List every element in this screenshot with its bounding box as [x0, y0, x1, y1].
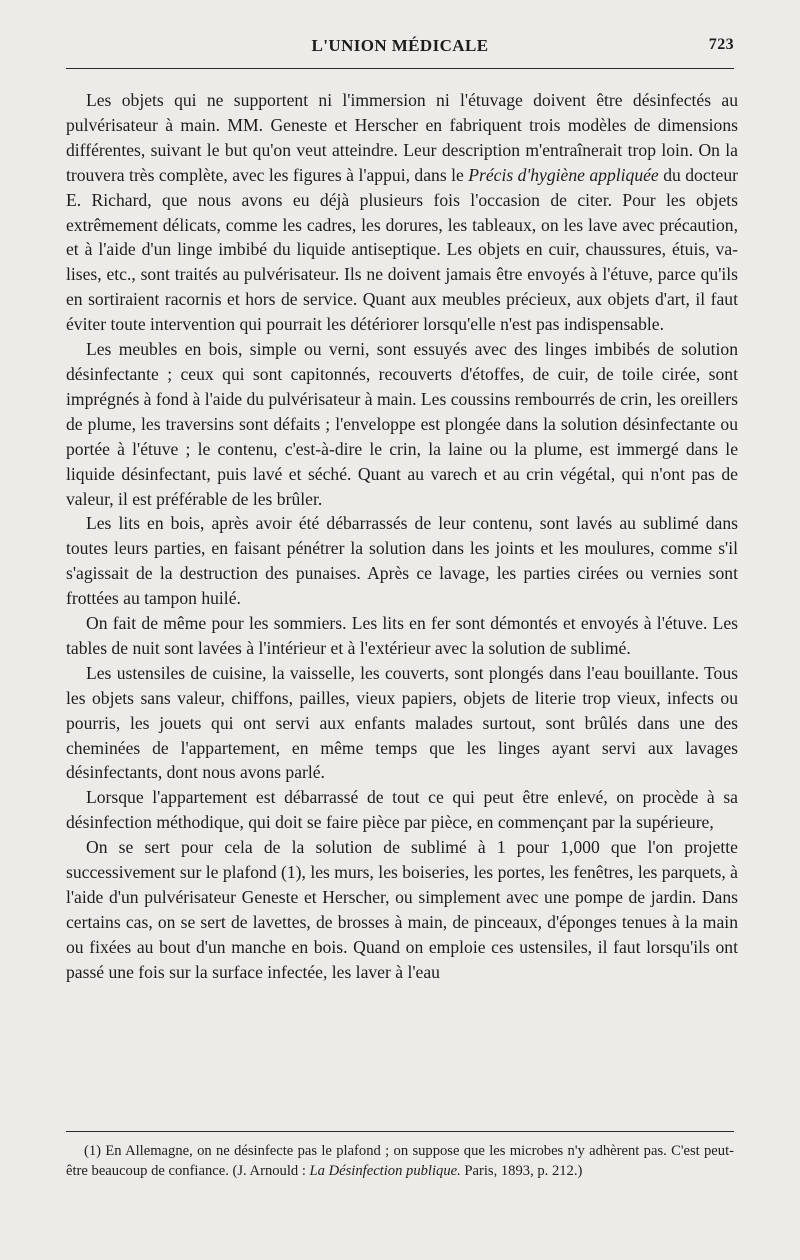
paragraph: [66, 511, 738, 611]
footnote-text: [66, 1141, 734, 1181]
paragraph: [66, 611, 738, 661]
text-run: Paris, 1893, p. 212.): [460, 1163, 583, 1179]
header-rule: [66, 68, 734, 69]
running-header: [66, 34, 734, 60]
paragraph: [66, 337, 738, 511]
footnote-rule: [66, 1131, 734, 1132]
text-run: On fait de même pour les sommiers. Les lits en fer sont démontés et envoyés à l'étuve. Les tables de nuit sont lavées à l'intérieur et à l'extérieur avec la solution de sublimé.: [66, 613, 738, 658]
text-run: On se sert pour cela de la solution de sublimé à 1 pour 1,000 que l'on projette successivement sur le plafond (1), les murs, les boiseries, les portes, les fenêtres, les parquets, à l'aide d'un pulvérisateur Geneste et Herscher, ou simplement avec une pompe de jardin. Dans certains cas, on se sert de lavettes, de brosses à main, de pinceaux, d'éponges tenues à la main ou fixées au bout d'un manche en bois. Quand on emploie ces ustensiles, il faut lorsqu'ils ont passé une fois sur la surface infectée, les laver à l'eau: [66, 837, 738, 982]
text-run: Les lits en bois, après avoir été débarrassés de leur contenu, sont lavés au sublimé dans toutes leurs parties, en faisant pénétrer la solution dans les joints et les moulures, comme s'il s'agissait de la destruction des punaises. Après ce lavage, les parties cirées ou vernies sont frottées au tampon huilé.: [66, 513, 738, 609]
footnote: [66, 1141, 734, 1181]
paragraph: [66, 785, 738, 835]
paragraph: [66, 88, 738, 337]
paragraph: [66, 661, 738, 786]
italic-text-run: Précis d'hygiène appliquée: [468, 164, 659, 185]
text-run: du docteur E. Richard, que nous avons eu déjà plusieurs fois l'occasion de citer. Pour les objets extrêmement délicats, comme les cadres, les dorures, les tableaux, on les lave avec précaution, et à l'aide d'un linge imbibé du liquide antiseptique. Les objets en cuir, chaussures, étuis, valises, etc., sont traités au pulvérisateur. Ils ne doivent jamais être envoyés à l'étuve, parce qu'ils en sortiraient racornis et hors de service. Quant aux meubles précieux, aux objets d'art, il faut éviter toute intervention qui pourrait les détériorer lorsqu'elle n'est pas indispensable.: [66, 164, 738, 335]
body-text: [66, 88, 738, 985]
text-run: (1) En Allemagne, on ne désinfecte pas le plafond ; on suppose que les microbes n'y adhèrent pas. C'est peut-être beaucoup de confiance. (J. Arnould :: [66, 1143, 734, 1179]
paragraph: [66, 835, 738, 984]
italic-text-run: La Désinfection publique.: [309, 1163, 461, 1179]
text-run: Les meubles en bois, simple ou verni, sont essuyés avec des linges imbibés de solution désinfectante ; ceux qui sont capitonnés, recouverts d'étoffes, de cuir, de toile cirée, sont imprégnés à fond à l'aide du pulvérisateur à main. Les coussins rembourrés de crin, les oreillers de plume, les traversins sont défaits ; l'enveloppe est plongée dans la solution désinfectante ou portée à l'étuve ; le contenu, c'est-à-dire le crin, la laine ou la plume, est immergé dans le liquide désinfectant, puis lavé et séché. Quant au varech et au crin végétal, qui n'ont pas de valeur, il est préférable de les brûler.: [66, 339, 739, 509]
text-run: Les ustensiles de cuisine, la vaisselle, les couverts, sont plongés dans l'eau bouillante. Tous les objets sans valeur, chiffons, pailles, vieux papiers, objets de literie trop vieux, infects ou pourris, les jouets qui ont servi aux enfants malades surtout, sont brûlés dans une des cheminées de l'appartement, en même temps que les linges ayant servi aux lavages désinfectants, dont nous avons parlé.: [66, 662, 738, 783]
text-run: Lorsque l'appartement est débarrassé de tout ce qui peut être enlevé, on procède à sa désinfection méthodique, qui doit se faire pièce par pièce, en commençant par la supérieure,: [66, 787, 738, 833]
running-title: L'UNION MÉDICALE: [311, 36, 489, 55]
page-number: 723: [708, 36, 734, 53]
text-run: Les objets qui ne supportent ni l'immersion ni l'étuvage doivent être désinfectés au pulvérisateur à main. MM. Geneste et Herscher en fabriquent trois modèles de dimensions différentes, suivant le but qu'on veut atteindre. Leur description m'entraînerait trop loin. On la trouvera très complète, avec les figures à l'appui, dans le: [66, 90, 738, 185]
